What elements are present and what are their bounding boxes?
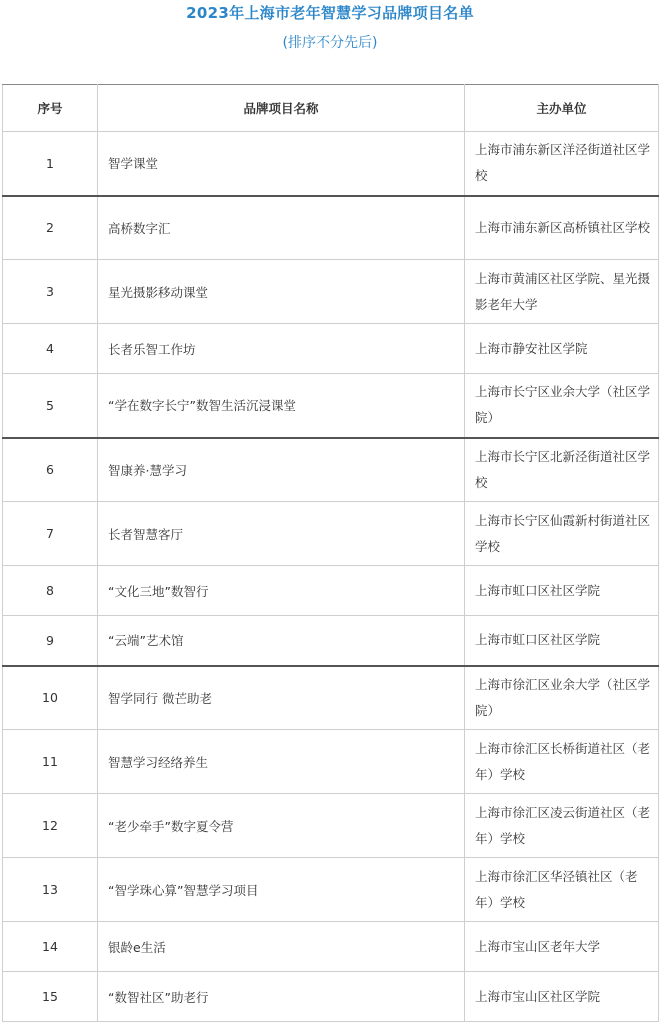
row-no: 4 <box>3 324 98 374</box>
row-name: “数智社区”助老行 <box>98 972 465 1022</box>
row-name: 高桥数字汇 <box>98 196 465 260</box>
row-name: 智慧学习经络养生 <box>98 730 465 794</box>
table-row <box>3 666 659 730</box>
row-no: 9 <box>3 616 98 666</box>
row-org: 上海市徐汇区凌云街道社区（老年）学校 <box>465 794 659 858</box>
row-no: 5 <box>3 374 98 438</box>
row-name: “老少牵手”数字夏令营 <box>98 794 465 858</box>
row-no: 1 <box>3 132 98 196</box>
table-row <box>3 260 659 324</box>
row-name: 长者智慧客厅 <box>98 502 465 566</box>
row-name: 智康养·慧学习 <box>98 438 465 502</box>
table-row <box>3 922 659 972</box>
row-org: 上海市虹口区社区学院 <box>465 616 659 666</box>
row-org: 上海市宝山区社区学院 <box>465 972 659 1022</box>
row-name: 智学同行 微芒助老 <box>98 666 465 730</box>
row-name: “文化三地”数智行 <box>98 566 465 616</box>
row-no: 12 <box>3 794 98 858</box>
page-title: 2023年上海市老年智慧学习品牌项目名单 <box>186 4 474 22</box>
row-name: 智学课堂 <box>98 132 465 196</box>
table-row <box>3 794 659 858</box>
row-org: 上海市浦东新区洋泾街道社区学校 <box>465 132 659 196</box>
table-row <box>3 566 659 616</box>
row-name: “智学珠心算”智慧学习项目 <box>98 858 465 922</box>
table-row <box>3 132 659 196</box>
brand-project-table <box>2 84 659 1022</box>
row-org: 上海市长宁区北新泾街道社区学校 <box>465 438 659 502</box>
header-name: 品牌项目名称 <box>98 85 465 132</box>
row-name: 星光摄影移动课堂 <box>98 260 465 324</box>
row-name: “学在数字长宁”数智生活沉浸课堂 <box>98 374 465 438</box>
row-no: 15 <box>3 972 98 1022</box>
table-row <box>3 374 659 438</box>
row-name: 银龄e生活 <box>98 922 465 972</box>
table-row <box>3 196 659 260</box>
table-header-row <box>3 85 659 132</box>
row-org: 上海市徐汇区华泾镇社区（老年）学校 <box>465 858 659 922</box>
row-no: 3 <box>3 260 98 324</box>
row-no: 2 <box>3 196 98 260</box>
row-no: 14 <box>3 922 98 972</box>
table-row <box>3 616 659 666</box>
row-name: 长者乐智工作坊 <box>98 324 465 374</box>
table-row <box>3 324 659 374</box>
row-org: 上海市徐汇区长桥街道社区（老年）学校 <box>465 730 659 794</box>
table-row <box>3 502 659 566</box>
table-row <box>3 972 659 1022</box>
table-row <box>3 730 659 794</box>
row-no: 7 <box>3 502 98 566</box>
row-no: 11 <box>3 730 98 794</box>
table-row <box>3 438 659 502</box>
row-org: 上海市长宁区仙霞新村街道社区学校 <box>465 502 659 566</box>
row-no: 13 <box>3 858 98 922</box>
row-org: 上海市长宁区业余大学（社区学院） <box>465 374 659 438</box>
table-row <box>3 858 659 922</box>
row-name: “云端”艺术馆 <box>98 616 465 666</box>
row-org: 上海市静安社区学院 <box>465 324 659 374</box>
row-org: 上海市黄浦区社区学院、星光摄影老年大学 <box>465 260 659 324</box>
row-org: 上海市浦东新区高桥镇社区学校 <box>465 196 659 260</box>
page-subtitle: (排序不分先后) <box>282 35 378 51</box>
row-org: 上海市徐汇区业余大学（社区学院） <box>465 666 659 730</box>
row-no: 8 <box>3 566 98 616</box>
row-org: 上海市宝山区老年大学 <box>465 922 659 972</box>
row-no: 6 <box>3 438 98 502</box>
header-org: 主办单位 <box>465 85 659 132</box>
row-org: 上海市虹口区社区学院 <box>465 566 659 616</box>
row-no: 10 <box>3 666 98 730</box>
header-no: 序号 <box>3 85 98 132</box>
